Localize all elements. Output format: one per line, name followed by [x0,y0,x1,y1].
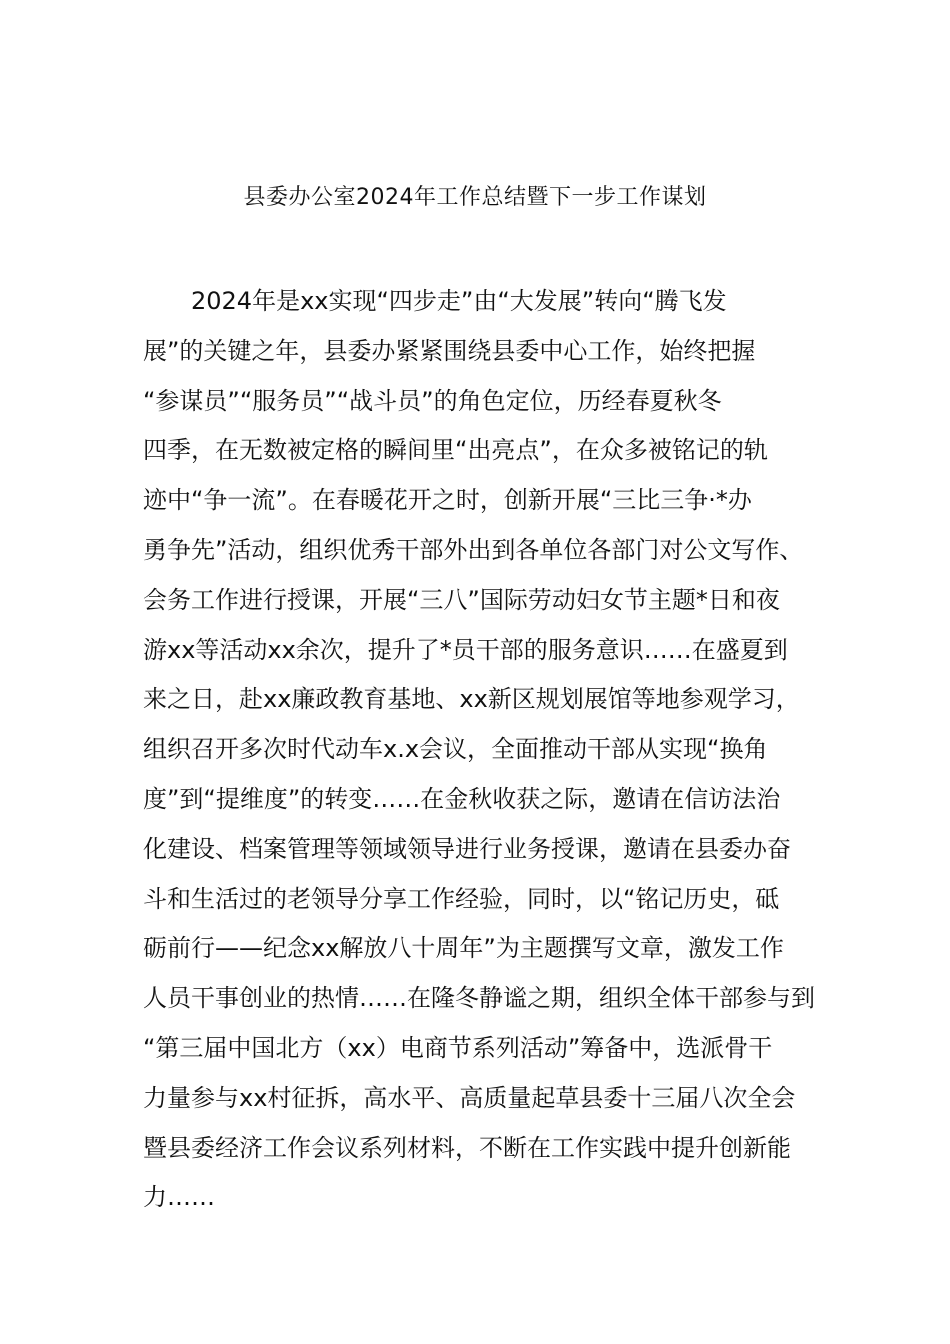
paragraph-line: 2024年是xx实现“四步走”由“大发展”转向“腾飞发 [191,287,727,315]
paragraph-line: 力量参与xx村征拆，高水平、高质量起草县委十三届八次全会 [143,1083,796,1112]
paragraph-line: “参谋员”“服务员”“战斗员”的角色定位，历经春夏秋冬 [143,386,722,415]
paragraph-line: 组织召开多次时代动车x.x会议，全面推动干部从实现“换角 [143,735,768,764]
body-paragraph [143,281,823,1227]
paragraph-line: 勇争先”活动，组织优秀干部外出到各单位各部门对公文写作、 [143,535,804,564]
paragraph-line: 迹中“争一流”。在春暖花开之时，创新开展“三比三争·*办 [143,486,752,515]
paragraph-line: 化建设、档案管理等领域领导进行业务授课，邀请在县委办奋 [143,834,791,863]
paragraph-line: 暨县委经济工作会议系列材料，不断在工作实践中提升创新能 [143,1133,791,1162]
paragraph-line: 游xx等活动xx余次，提升了*员干部的服务意识……在盛夏到 [143,635,788,664]
paragraph-line: 斗和生活过的老领导分享工作经验，同时，以“铭记历史，砥 [143,884,780,913]
paragraph-line: 展”的关键之年，县委办紧紧围绕县委中心工作，始终把握 [143,336,756,365]
paragraph-line: 度”到“提维度”的转变……在金秋收获之际，邀请在信访法治 [143,784,781,813]
paragraph-line: 人员干事创业的热情……在隆冬静谧之期，组织全体干部参与到 [143,984,815,1013]
paragraph-line: 力…… [143,1183,215,1212]
paragraph-line: “第三届中国北方（xx）电商节系列活动”筹备中，选派骨干 [143,1033,773,1062]
paragraph-line: 会务工作进行授课，开展“三八”国际劳动妇女节主题*日和夜 [143,585,780,614]
paragraph-line: 砺前行——纪念xx解放八十周年”为主题撰写文章，激发工作 [143,934,784,963]
paragraph-line: 四季，在无数被定格的瞬间里“出亮点”，在众多被铭记的轨 [143,436,768,465]
paragraph-line: 来之日，赴xx廉政教育基地、xx新区规划展馆等地参观学习， [143,685,800,714]
document-title: 县委办公室2024年工作总结暨下一步工作谋划 [243,185,707,210]
